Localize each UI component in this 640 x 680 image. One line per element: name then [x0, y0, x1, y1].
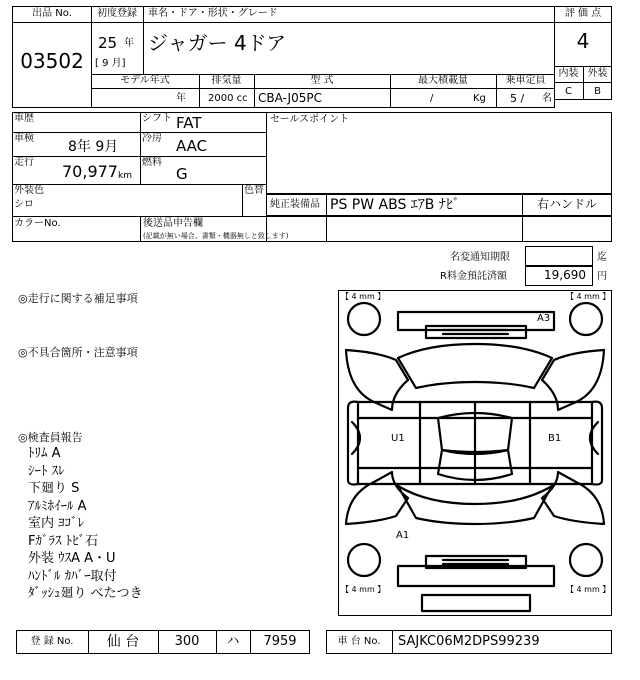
lot-label: 出品 No. [32, 8, 72, 19]
tire-depth-bottom-right: 【 4 mm 】 [566, 585, 611, 594]
model-name-label: 車名・ドア・形状・グレード [148, 8, 278, 19]
first-reg-label: 初度登録 [97, 8, 137, 19]
rating-score: 4 [576, 29, 590, 53]
inspector-report-line: 室内 ﾖｺﾞﾚ [28, 516, 85, 531]
damage-mark-u1: U1 [391, 433, 405, 444]
inspection-label: 車検 [14, 133, 34, 144]
mileage-unit: km [118, 171, 132, 181]
spec-model-year-unit: 年 [176, 93, 186, 104]
damage-mark-b1: B1 [548, 433, 562, 444]
car-diagram [338, 290, 612, 616]
damage-mark-a3: A3 [537, 313, 551, 324]
damage-mark-a1: A1 [396, 530, 410, 541]
spec-max-load-unit: Kg [473, 93, 486, 104]
registration-label: 登 録 No. [30, 636, 74, 647]
mileage-label: 走行 [14, 157, 34, 168]
inspector-report-line: ﾄﾘﾑ A [28, 446, 61, 461]
spec-capacity-unit: 名 [542, 93, 552, 104]
inspector-report-line: ｱﾙﾐﾎｲｰﾙ A [28, 498, 87, 514]
inspector-report-line: 外装 ｳｽA A・U [28, 551, 116, 566]
first-reg-year: 25 [98, 34, 118, 52]
model-name-value: ジャガー 4ドア [148, 31, 287, 55]
steering-value: 右ハンドル [536, 197, 597, 211]
inspection-value: 8年 9月 [68, 139, 119, 155]
rating-exterior: B [594, 86, 601, 97]
equipment-label: 純正装備品 [270, 199, 320, 210]
chassis-label: 車 台 No. [337, 636, 381, 647]
inspector-report-line: ﾀﾞｯｼｭ廻り べたつき [28, 586, 143, 601]
spec-type-value: CBA-J05PC [258, 91, 322, 105]
spec-max-load-header: 最大積載量 [418, 75, 468, 86]
spec-displacement-value: 2000 cc [208, 93, 248, 104]
documents-note: (記載が無い場合、書類・機器無しと致します) [143, 232, 289, 240]
documents-label: 後送品申告欄 [143, 218, 203, 229]
ext-color-label: 外装色 [14, 185, 44, 196]
inspector-report-line: 下廻り S [28, 481, 80, 496]
spec-capacity-value: 5 / [510, 92, 525, 105]
rating-interior-label: 内装 [558, 68, 579, 79]
inspector-report-line: Fｶﾞﾗｽ ﾄﾋﾞ石 [28, 533, 99, 549]
color-change-label: 色替 [244, 185, 264, 196]
inspector-report-line: ﾊﾝﾄﾞﾙ ｶﾊﾞｰ取付 [28, 568, 117, 584]
defects-label: ◎不具合箇所・注意事項 [18, 346, 138, 359]
rating-interior: C [565, 86, 572, 97]
history-label: 車歴 [14, 113, 34, 124]
sales-points-label: セールスポイント [270, 114, 350, 125]
chassis-value: SAJKC06M2DPS99239 [398, 634, 540, 649]
first-reg-year-unit: 年 [124, 38, 134, 49]
spec-model-year-header: モデル年式 [120, 75, 170, 86]
recycle-label: R料金預託済額 [440, 271, 507, 282]
tire-depth-bottom-left: 【 4 mm 】 [341, 585, 386, 594]
registration-kana: ハ [226, 634, 240, 649]
registration-class: 300 [174, 634, 200, 649]
spec-capacity-header: 乗車定員 [505, 75, 546, 86]
aircon-label: 冷房 [142, 133, 162, 144]
driving-notes-label: ◎走行に関する補足事項 [18, 292, 138, 305]
first-reg-month: [ 9 月] [95, 58, 126, 69]
registration-region: 仙 台 [106, 634, 140, 650]
rating-exterior-label: 外装 [587, 68, 608, 79]
inspector-report-label: ◎検査員報告 [18, 431, 83, 444]
spec-type-header: 型 式 [310, 75, 334, 86]
mileage-value: 70,977 [62, 162, 118, 181]
fuel-label: 燃料 [142, 157, 162, 168]
equipment-value: PS PW ABS ｴｱB ﾅﾋﾞ [330, 197, 460, 213]
rating-label: 評 価 点 [564, 8, 602, 19]
shift-label: シフト [142, 113, 172, 124]
lot-number: 03502 [20, 49, 84, 73]
aircon-value: AAC [176, 137, 208, 155]
registration-number: 7959 [263, 634, 297, 649]
ext-color-value: シロ [14, 199, 34, 210]
name-change-box [525, 246, 593, 266]
shift-value: FAT [176, 114, 202, 132]
recycle-unit: 円 [597, 271, 607, 282]
inspector-report-line: ｼｰﾄ ｽﾚ [28, 463, 65, 479]
spec-max-load-slash: / [430, 93, 434, 104]
tire-depth-top-right: 【 4 mm 】 [566, 292, 611, 301]
recycle-value: 19,690 [544, 268, 586, 282]
fuel-value: G [176, 165, 188, 183]
name-change-label: 名変通知期限 [450, 252, 510, 263]
color-no-label: カラーNo. [14, 218, 61, 229]
spec-displacement-header: 排気量 [211, 75, 242, 86]
tire-depth-top-left: 【 4 mm 】 [341, 292, 386, 301]
name-change-unit: 迄 [597, 252, 607, 263]
